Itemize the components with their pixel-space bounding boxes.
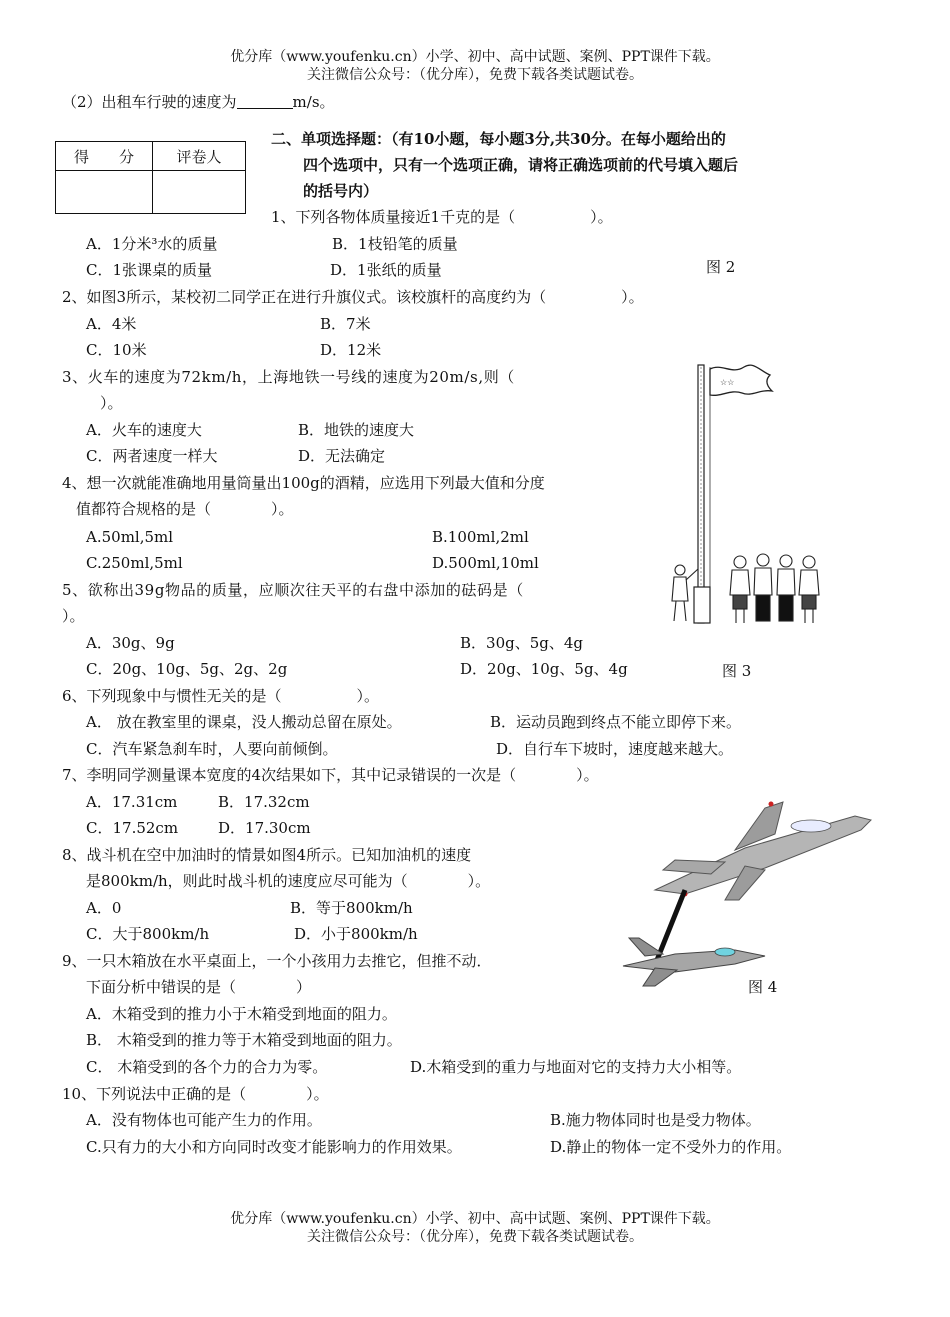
q5-stem-line-2: ）。	[62, 607, 85, 625]
score-table	[55, 141, 246, 214]
q5-option-a: A．30g、9g	[86, 634, 175, 652]
q10-option-a: A．没有物体也可能产生力的作用。	[86, 1111, 322, 1129]
q1-option-c: C．1张课桌的质量	[86, 261, 213, 279]
q8-option-c: C．大于800km/h	[86, 925, 210, 943]
q1-option-a: A．1分米³水的质量	[86, 235, 218, 253]
q4-stem-line-2: 值都符合规格的是（ ）。	[76, 500, 294, 518]
grader-header: 评卷人	[153, 142, 246, 171]
q3-option-a: A．火车的速度大	[86, 421, 202, 439]
q4-option-c: C.250ml,5ml	[86, 554, 183, 572]
students-group	[730, 554, 819, 623]
q9-stem-line-1: 9、一只木箱放在水平桌面上，一个小孩用力去推它，但推不动．	[62, 952, 492, 970]
section-title-line-1: 二、单项选择题：（有10小题，每小题3分,共30分。在每小题给出的	[271, 130, 726, 148]
q2-option-b: B．7米	[320, 315, 371, 333]
figure-4-caption: 图 4	[748, 978, 778, 996]
q5-option-b: B．30g、5g、4g	[460, 634, 584, 652]
q8-option-b: B．等于800km/h	[290, 899, 413, 917]
q3-option-d: D．无法确定	[298, 447, 386, 465]
q9-option-a: A．木箱受到的推力小于木箱受到地面的阻力。	[86, 1005, 397, 1023]
q4-option-b: B.100ml,2ml	[432, 528, 529, 546]
prev-question-unit: m/s。	[292, 93, 335, 111]
q4-option-a: A.50ml,5ml	[86, 528, 174, 546]
header-line-2: 关注微信公众号：（优分库），免费下载各类试题试卷。	[307, 67, 643, 83]
q10-stem: 10、下列说法中正确的是（ ）。	[62, 1085, 329, 1103]
q5-option-c: C．20g、10g、5g、2g、2g	[86, 660, 288, 678]
score-header: 得 分	[56, 142, 153, 171]
q6-option-a: A． 放在教室里的课桌，没人搬动总留在原处。	[86, 713, 402, 731]
q3-stem-line-2: ）。	[100, 394, 123, 412]
header-line-1: 优分库（www.youfenku.cn）小学、初中、高中试题、案例、PPT课件下载。	[230, 49, 720, 65]
q9-option-b: B． 木箱受到的推力等于木箱受到地面的阻力。	[86, 1031, 402, 1049]
q10-option-b: B.施力物体同时也是受力物体。	[550, 1111, 761, 1129]
q2-option-c: C．10米	[86, 341, 147, 359]
q7-option-d: D．17.30cm	[218, 819, 311, 837]
section-title-line-2: 四个选项中，只有一个选项正确，请将正确选项前的代号填入题后	[303, 156, 739, 174]
prev-question-text: （2）出租车行驶的速度为	[62, 93, 237, 111]
q6-option-b: B．运动员跑到终点不能立即停下来。	[490, 713, 742, 731]
q3-option-b: B．地铁的速度大	[298, 421, 415, 439]
svg-text:☆☆: ☆☆	[720, 378, 735, 387]
answer-blank	[237, 94, 293, 109]
q7-option-b: B．17.32cm	[218, 793, 310, 811]
q10-option-c: C.只有力的大小和方向同时改变才能影响力的作用效果。	[86, 1138, 462, 1156]
q3-stem-line-1: 3、火车的速度为72km/h，上海地铁一号线的速度为20m/s,则（	[62, 368, 515, 386]
q2-option-a: A．4米	[86, 315, 137, 333]
q6-option-c: C．汽车紧急刹车时，人要向前倾倒。	[86, 740, 338, 758]
q9-stem-line-2: 下面分析中错误的是（ ）	[86, 978, 312, 996]
flag-ceremony-figure	[660, 355, 840, 630]
prev-question	[62, 92, 335, 112]
q6-stem: 6、下列现象中与惯性无关的是（ ）。	[62, 687, 380, 705]
q8-option-a: A．0	[86, 899, 122, 917]
section-title-line-3: 的括号内）	[303, 182, 379, 200]
q2-stem: 2、如图3所示，某校初二同学正在进行升旗仪式。该校旗杆的高度约为（ ）。	[62, 288, 644, 306]
q1-option-d: D．1张纸的质量	[330, 261, 442, 279]
score-cell	[56, 171, 153, 214]
q3-option-c: C．两者速度一样大	[86, 447, 218, 465]
grader-cell	[153, 171, 246, 214]
footer-line-2: 关注微信公众号：（优分库），免费下载各类试题试卷。	[307, 1229, 643, 1245]
footer-line-1: 优分库（www.youfenku.cn）小学、初中、高中试题、案例、PPT课件下载。	[230, 1211, 720, 1227]
q8-stem-line-1: 8、战斗机在空中加油时的情景如图4所示。已知加油机的速度	[62, 846, 472, 864]
q7-option-c: C．17.52cm	[86, 819, 179, 837]
q2-option-d: D．12米	[320, 341, 382, 359]
q9-option-c: C． 木箱受到的各个力的合力为零。	[86, 1058, 328, 1076]
fighter-jet	[623, 938, 765, 986]
q4-option-d: D.500ml,10ml	[432, 554, 539, 572]
q10-option-d: D.静止的物体一定不受外力的作用。	[550, 1138, 792, 1156]
q9-option-d: D.木箱受到的重力与地面对它的支持力大小相等。	[410, 1058, 742, 1076]
q8-stem-line-2: 是800km/h，则此时战斗机的速度应尽可能为（ ）。	[86, 872, 491, 890]
q8-option-d: D．小于800km/h	[294, 925, 418, 943]
figure-2-caption: 图 2	[706, 258, 736, 276]
q7-option-a: A．17.31cm	[86, 793, 178, 811]
q4-stem-line-1: 4、想一次就能准确地用量筒量出100g的酒精，应选用下列最大值和分度	[62, 474, 545, 492]
aerial-refueling-figure	[615, 790, 885, 995]
q7-stem: 7、李明同学测量课本宽度的4次结果如下，其中记录错误的一次是（ ）。	[62, 766, 599, 784]
q6-option-d: D．自行车下坡时，速度越来越大。	[496, 740, 734, 758]
q5-option-d: D．20g、10g、5g、4g	[460, 660, 628, 678]
q5-stem-line-1: 5、欲称出39g物品的质量，应顺次往天平的右盘中添加的砝码是（	[62, 581, 524, 599]
tanker-aircraft	[655, 802, 871, 901]
figure-3-caption: 图 3	[722, 662, 752, 680]
q1-option-b: B．1枝铅笔的质量	[332, 235, 458, 253]
q1-stem: 1、下列各物体质量接近1千克的是（ ）。	[271, 208, 613, 226]
